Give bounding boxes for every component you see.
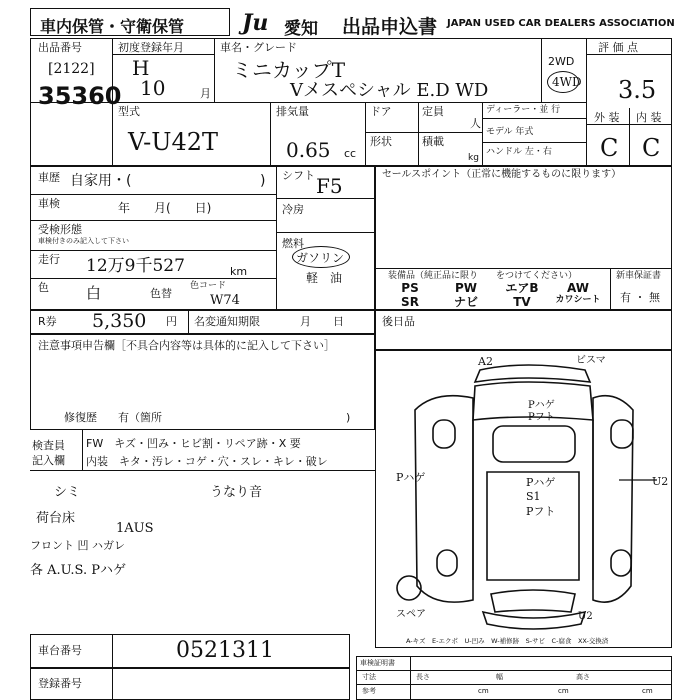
name-label: 車名・グレード (220, 41, 297, 54)
side-mirror-left (433, 420, 455, 448)
cm-1: cm (478, 687, 489, 695)
save-value: 有 ・ 無 (620, 291, 660, 304)
dealer-label: ディーラー・並 行 (486, 105, 561, 115)
recycle-label: R券 (38, 315, 57, 328)
handle-label: ハンドル 左・右 (486, 147, 552, 157)
accept-label: 受検形態 (38, 223, 82, 236)
transfer-value: 月 日 (300, 315, 344, 328)
diag-right: U2 (652, 475, 669, 488)
fuel-label: 燃料 (282, 237, 304, 250)
shift-label: シフト (282, 169, 315, 182)
equip-item: PS (401, 281, 419, 295)
recycle-value: 5,350 (92, 310, 147, 332)
cc-unit: cc (344, 147, 357, 160)
km-unit: km (230, 265, 248, 278)
equip-item: TV (513, 295, 531, 309)
model-year-label: モデル 年式 (486, 127, 534, 137)
rear (491, 590, 575, 612)
wheel-fl (437, 550, 457, 576)
fuel-circle (292, 246, 350, 268)
car-diagram (375, 350, 672, 648)
diag-spare: スペア (396, 609, 426, 620)
inspect-row1: FW キズ・凹み・ヒビ割・リペア跡・X 要 (86, 437, 301, 450)
logo-text: 愛知 (284, 19, 318, 39)
model-value: V-U42T (128, 128, 219, 156)
windshield (493, 426, 575, 462)
equip-note: をつけてください） (496, 271, 578, 281)
note-hand4: 1AUS (116, 521, 154, 536)
ac-label: 冷房 (282, 203, 304, 216)
left-side (415, 396, 473, 602)
rear-bumper (483, 612, 585, 629)
inspect-value: 年 月( 日) (118, 201, 212, 215)
color-value: 白 (86, 284, 102, 302)
model-label: 型式 (118, 105, 140, 118)
diag-a2: A2 (478, 355, 493, 368)
person-unit: 人 (470, 117, 481, 130)
form-title: 出品申込書 (342, 16, 438, 38)
load-label: 積載 (422, 135, 444, 148)
repair-value: 有（箇所 (118, 411, 162, 424)
inspect-label: 車検 (38, 197, 60, 210)
grade: Vメスペシャル E.D WD (290, 80, 489, 101)
month-unit: 月 (200, 87, 211, 100)
sales-label: セールスポイント（正常に機能するものに限ります） (382, 169, 622, 180)
size-box (356, 656, 672, 700)
lot-label: 出品番号 (38, 41, 82, 54)
int-score: C (642, 134, 661, 162)
door-label: ドア (370, 105, 392, 118)
history-close: ) (260, 173, 266, 189)
repair-close: ) (346, 411, 351, 424)
fuel-petrol: ガソリン (296, 251, 345, 265)
storage-label: 車内保管・守衛保管 (40, 17, 185, 36)
note-hand2: うなり音 (210, 485, 263, 500)
yen-unit: 円 (166, 315, 177, 328)
color-change-label: 色替 (150, 287, 172, 300)
damage-legend: A-キズ E-エクボ U-凹み W-補修跡 S-サビ C-腐食 XX-交換済 (406, 637, 609, 645)
color-code-label: 色コード (190, 281, 227, 291)
disp-label: 排気量 (276, 105, 309, 118)
ext-score: C (600, 134, 619, 162)
note-hand6: 各 A.U.S. Pハゲ (30, 563, 127, 578)
diag-bisu: ビスマ (576, 355, 606, 366)
history-label: 車歴 (38, 171, 60, 184)
equip-item: PW (454, 281, 478, 295)
mileage-value: 12万9千527 (86, 256, 185, 276)
inspect-row2: 内装 キタ・汚レ・コゲ・穴・スレ・キレ・破レ (86, 455, 328, 468)
repair-label: 修復歴 (64, 411, 97, 424)
equip-label: 装備品（純正品に限り (388, 271, 479, 281)
reg-label: 登録番号 (38, 677, 82, 690)
wheel-fr (611, 550, 631, 576)
note-hand5: フロント 凹 ハガレ (30, 539, 125, 552)
note-hand3: 荷台床 (36, 511, 76, 526)
equip-item: エアB (505, 281, 539, 295)
height-label: 高さ (576, 673, 590, 681)
color-label: 色 (38, 281, 49, 294)
kg-unit: kg (468, 153, 479, 163)
lot-number: 35360 (38, 82, 122, 110)
lot-small: [2122] (48, 61, 95, 77)
equip-item: SR (401, 295, 419, 309)
chassis-value: 0521311 (176, 638, 274, 663)
cm-2: cm (558, 687, 569, 695)
cm-3: cm (642, 687, 653, 695)
diag-left: Pハゲ (396, 471, 426, 484)
chassis-label: 車台番号 (38, 644, 82, 657)
drive-circle (547, 71, 579, 93)
side-mirror-right (611, 420, 633, 448)
equip-item: ナビ (453, 295, 478, 309)
length-label: 長さ (416, 673, 430, 681)
mileage-label: 走行 (38, 253, 60, 266)
accept-sub: 車検付きのみ記入して下さい (38, 237, 129, 245)
inspector-label: 検査員 記入欄 (32, 439, 65, 468)
size-label: 寸法 (362, 673, 376, 681)
aftermarket-label: 後日品 (382, 315, 415, 328)
score-label: 評 価 点 (598, 41, 638, 54)
ext-label: 外 装 (594, 111, 620, 124)
car-name: ミニカップT (232, 58, 346, 82)
association-name: JAPAN USED CAR DEALERS ASSOCIATION (447, 18, 675, 29)
width-label: 幅 (496, 673, 503, 681)
disp-value: 0.65 (286, 138, 331, 162)
diag-bottom: U2 (578, 611, 593, 622)
shape-label: 形状 (370, 135, 392, 148)
int-label: 内 装 (636, 111, 662, 124)
save-label: 新車保証書 (616, 271, 662, 281)
ju-logo: Ju (242, 10, 269, 36)
ref-label: 参考 (362, 687, 376, 695)
score-value: 3.5 (618, 76, 657, 104)
aftermarket-box (375, 310, 672, 350)
fuel-diesel: 軽 油 (306, 271, 343, 285)
spare-wheel (397, 576, 421, 600)
equip-item: AW (567, 281, 589, 295)
transfer-label: 名変通知期限 (194, 315, 260, 328)
first-reg-label: 初度登録年月 (118, 41, 184, 54)
note-hand1: シミ (54, 485, 81, 500)
color-code: W74 (210, 293, 240, 308)
equip-item: カワシート (555, 295, 601, 305)
diag-front: Pハゲ Pフト (528, 400, 555, 423)
era-value: H (132, 56, 150, 80)
caution-label: 注意事項申告欄［不具合内容等は具体的に記入して下さい］ (38, 339, 335, 352)
cert-label: 車検証明書 (360, 659, 395, 667)
diag-center: Pハゲ S1 Pフト (526, 476, 556, 518)
shift-value: F5 (316, 174, 343, 198)
history-value: 自家用・( (70, 173, 132, 189)
drive-label: 2WD (548, 55, 575, 68)
capacity-label: 定員 (422, 105, 444, 118)
drive-value: 4WD (552, 75, 582, 89)
year-value: 10 (140, 76, 166, 100)
